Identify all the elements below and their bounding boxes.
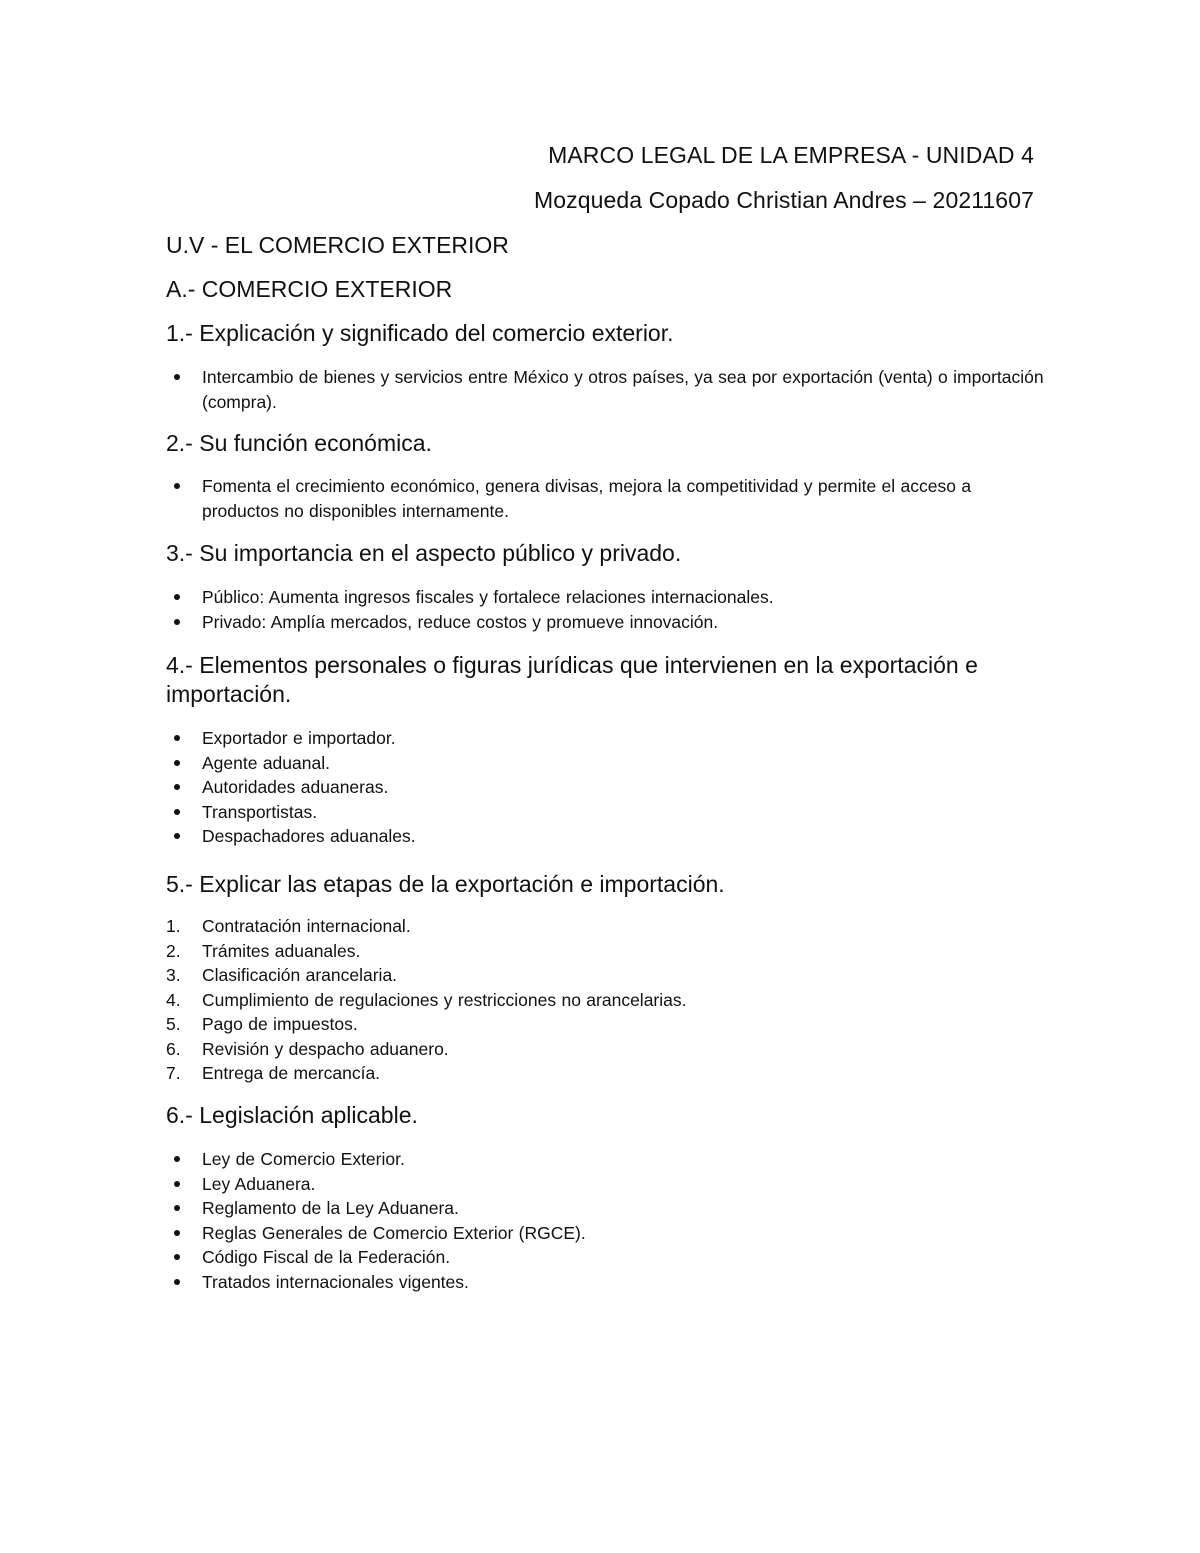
list-item: 5. Pago de impuestos. [166, 1012, 1046, 1037]
list-number: 7. [166, 1063, 181, 1083]
answer-list-4 [166, 726, 1046, 849]
list-item: Privado: Amplía mercados, reduce costos y promueve innovación. [166, 610, 1046, 635]
list-item: Autoridades aduaneras. [166, 775, 1046, 800]
bullet-icon [174, 1230, 180, 1236]
list-item: Reglas Generales de Comercio Exterior (RGCE). [166, 1221, 1046, 1246]
section-title: A.- COMERCIO EXTERIOR [166, 276, 453, 302]
bullet-icon [174, 619, 180, 625]
list-number: 6. [166, 1038, 181, 1059]
list-item: 7. Entrega de mercancía. [166, 1061, 1046, 1086]
question-heading-4: 4.- Elementos personales o figuras jurídicas que intervienen en la exportación e importación. [166, 652, 978, 707]
document-title: MARCO LEGAL DE LA EMPRESA - UNIDAD 4 [548, 142, 1034, 168]
list-item: Ley de Comercio Exterior. [166, 1147, 1046, 1172]
list-item: Intercambio de bienes y servicios entre México y otros países, ya sea por exportación (venta) o importación (compra). [166, 365, 1046, 414]
bullet-icon [174, 594, 180, 600]
list-item: 2. Trámites aduanales. [166, 939, 1046, 964]
list-item: Público: Aumenta ingresos fiscales y fortalece relaciones internacionales. [166, 585, 1046, 610]
list-item: Reglamento de la Ley Aduanera. [166, 1196, 1046, 1221]
answer-list-1 [166, 365, 1046, 414]
list-number: 1. [166, 916, 181, 936]
question-heading-6: 6.- Legislación aplicable. [166, 1102, 418, 1128]
list-number: 3. [166, 965, 181, 985]
list-item: Código Fiscal de la Federación. [166, 1245, 1046, 1270]
bullet-icon [174, 374, 180, 380]
question-heading-5: 5.- Explicar las etapas de la exportación e importación. [166, 871, 725, 897]
bullet-icon [174, 1181, 180, 1187]
list-item: Fomenta el crecimiento económico, genera divisas, mejora la competitividad y permite el acceso a productos no disponibles internamente. [166, 474, 1046, 523]
bullet-icon [174, 784, 180, 790]
question-heading-1: 1.- Explicación y significado del comercio exterior. [166, 320, 674, 346]
unit-title: U.V - EL COMERCIO EXTERIOR [166, 232, 509, 258]
list-item: 3. Clasificación arancelaria. [166, 963, 1046, 988]
bullet-icon [174, 1279, 180, 1285]
list-item: Tratados internacionales vigentes. [166, 1270, 1046, 1295]
bullet-icon [174, 483, 180, 489]
question-heading-3: 3.- Su importancia en el aspecto público y privado. [166, 540, 682, 566]
list-item: Exportador e importador. [166, 726, 1046, 751]
list-item: Agente aduanal. [166, 751, 1046, 776]
answer-numbered-list-5 [166, 914, 1046, 1086]
list-item: Transportistas. [166, 800, 1046, 825]
answer-list-2 [166, 474, 1046, 523]
list-number: 2. [166, 940, 181, 961]
bullet-icon [174, 833, 180, 839]
answer-list-3 [166, 585, 1046, 634]
list-item: 1. Contratación internacional. [166, 914, 1046, 939]
author-line: Mozqueda Copado Christian Andres – 20211607 [533, 187, 1034, 213]
bullet-icon [174, 809, 180, 815]
bullet-icon [174, 1254, 180, 1260]
answer-list-6 [166, 1147, 1046, 1294]
bullet-icon [174, 1156, 180, 1162]
list-item: Ley Aduanera. [166, 1172, 1046, 1197]
list-number: 4. [166, 989, 181, 1010]
list-item: Despachadores aduanales. [166, 824, 1046, 849]
list-number: 5. [166, 1014, 181, 1034]
question-heading-2: 2.- Su función económica. [166, 430, 432, 456]
bullet-icon [174, 1205, 180, 1211]
bullet-icon [174, 735, 180, 741]
list-item: 6. Revisión y despacho aduanero. [166, 1037, 1046, 1062]
bullet-icon [174, 760, 180, 766]
list-item: 4. Cumplimiento de regulaciones y restricciones no arancelarias. [166, 988, 1046, 1013]
